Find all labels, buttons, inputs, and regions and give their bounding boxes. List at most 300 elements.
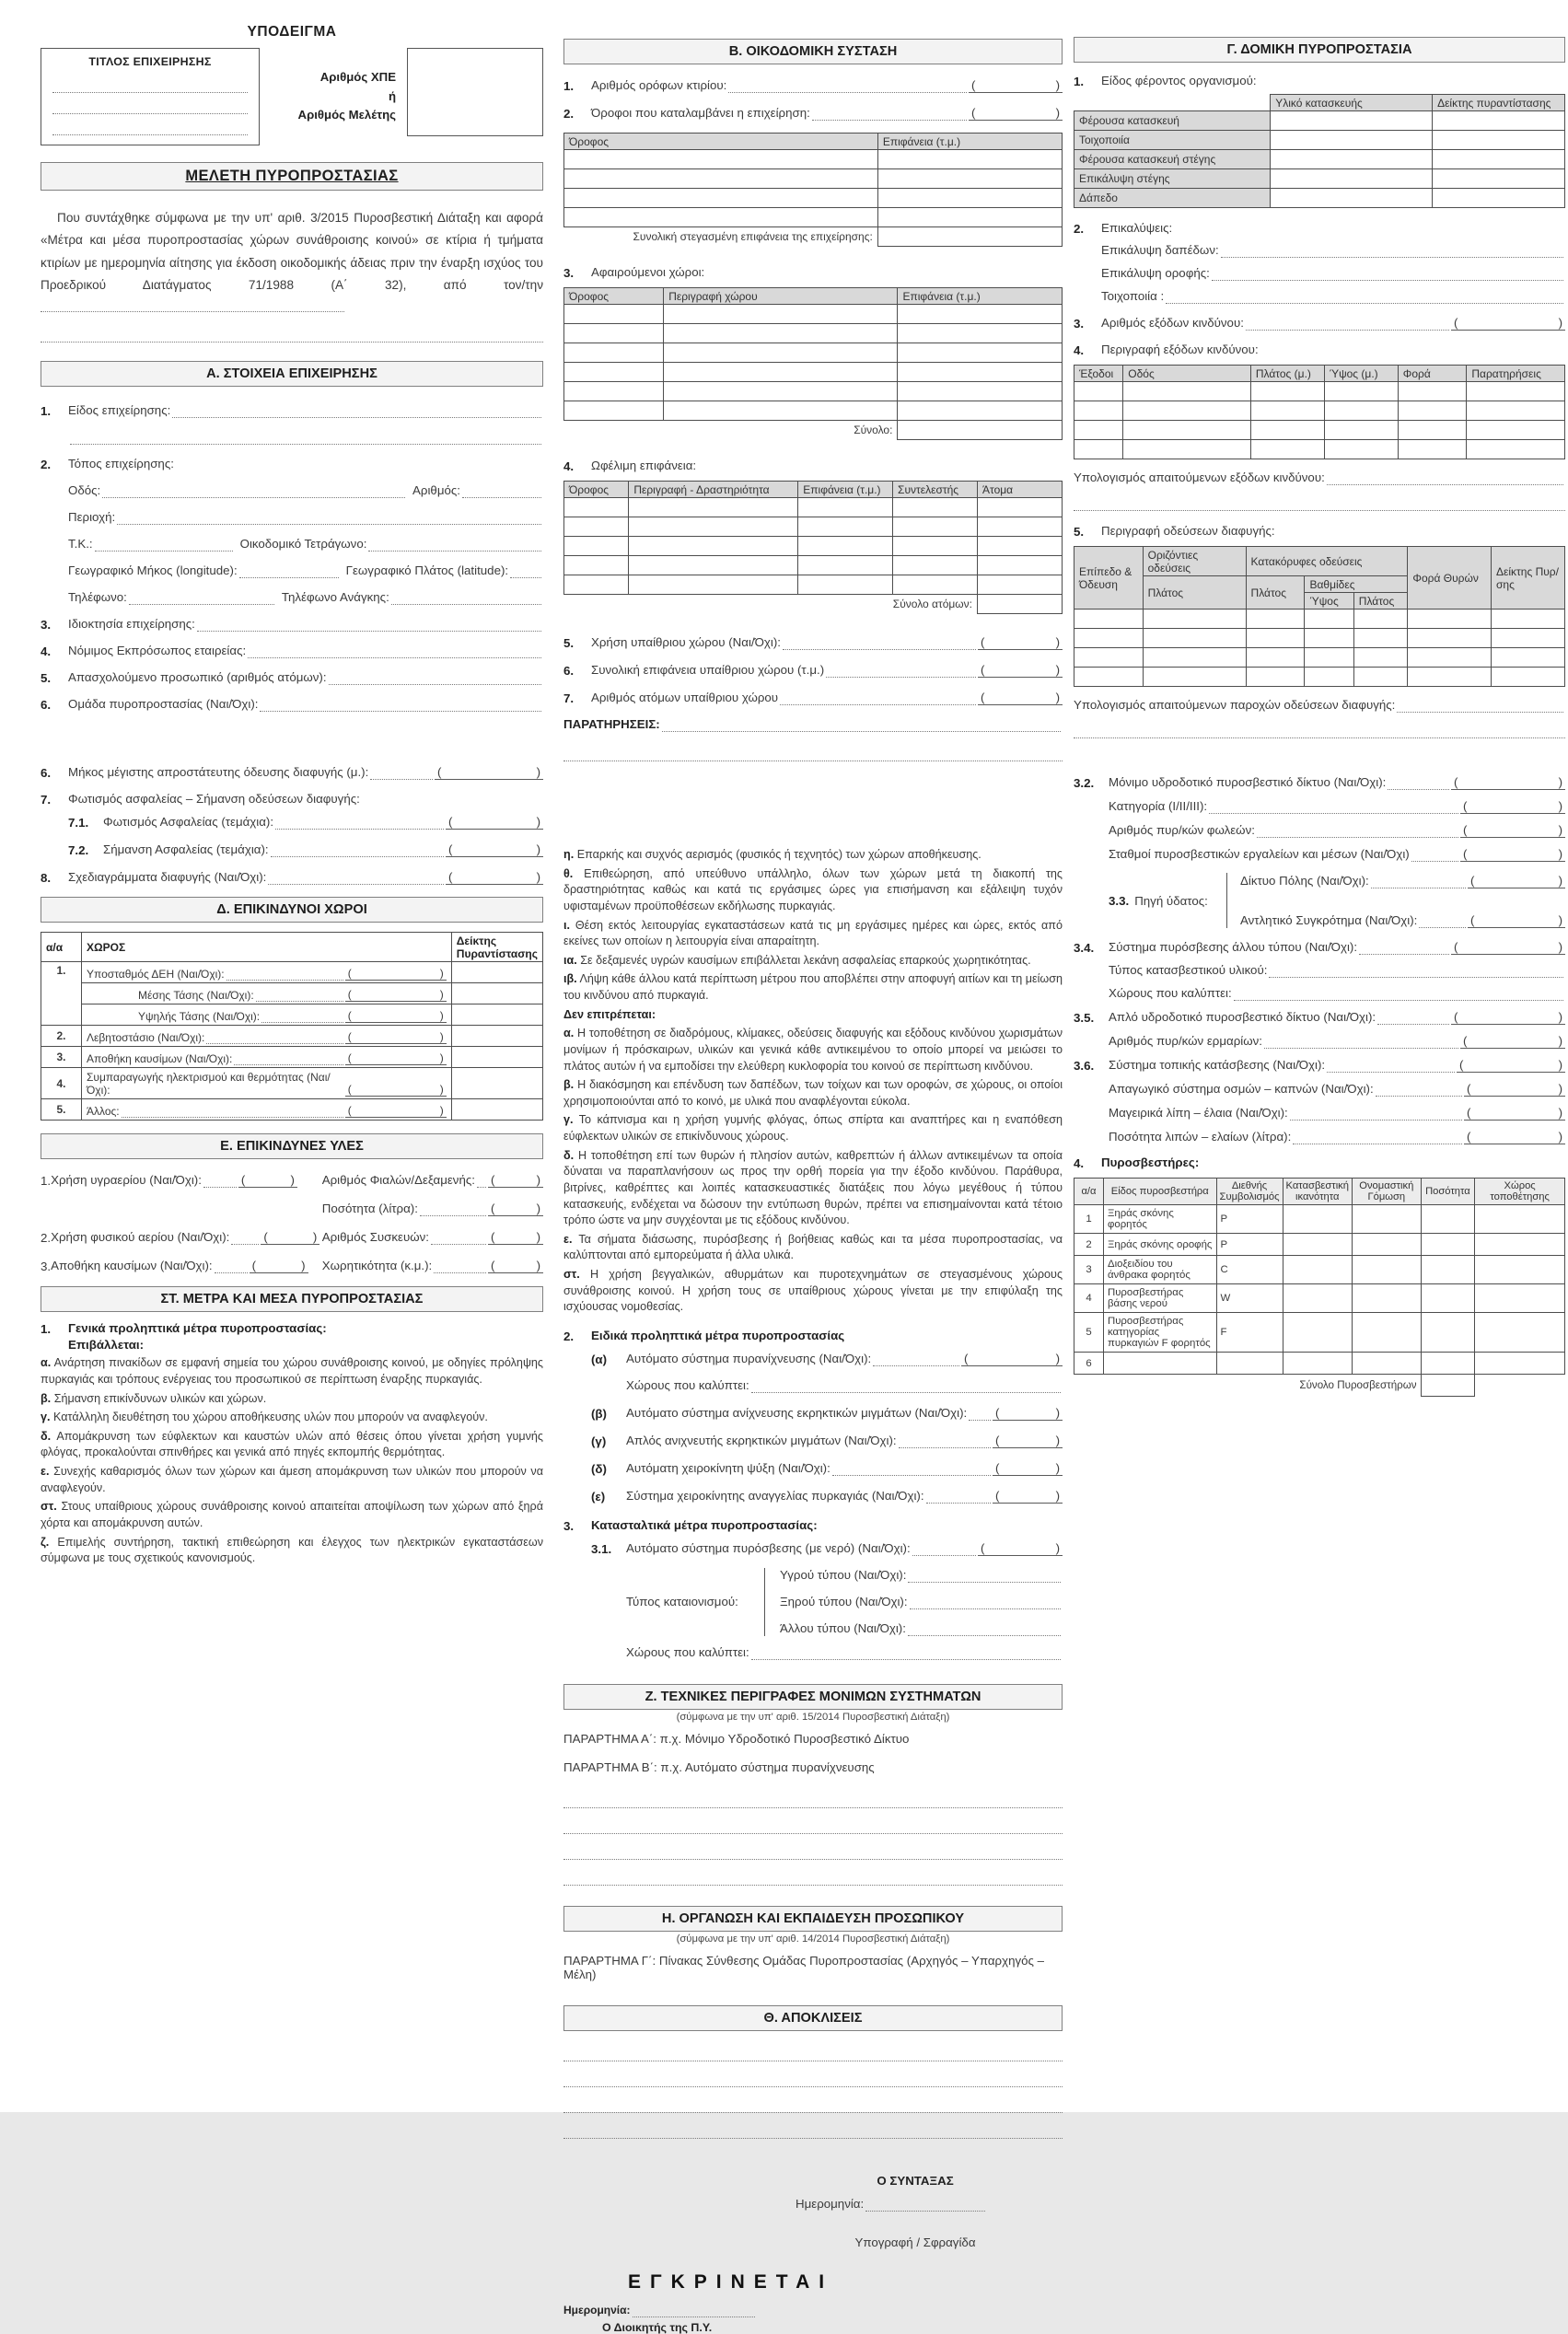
dotted-field[interactable] — [1377, 1010, 1449, 1025]
empty-cell[interactable] — [629, 517, 798, 537]
empty-cell[interactable] — [1353, 1284, 1422, 1313]
empty-cell[interactable] — [1475, 1284, 1565, 1313]
empty-cell[interactable] — [1074, 668, 1144, 687]
empty-cell[interactable] — [978, 498, 1063, 517]
field-auto-sprinkler — [591, 1540, 1063, 1556]
empty-cell[interactable] — [898, 363, 1063, 382]
answer-parens-field[interactable]: ( ) — [1460, 822, 1565, 838]
dotted-field[interactable] — [832, 1461, 991, 1476]
empty-cell[interactable] — [1246, 629, 1305, 648]
dotted-field[interactable] — [1359, 940, 1449, 955]
dotted-field[interactable] — [1290, 1106, 1462, 1121]
dotted-field[interactable] — [728, 78, 967, 93]
dotted-field[interactable] — [226, 966, 343, 981]
empty-cell[interactable] — [1421, 1205, 1475, 1234]
dotted-field[interactable] — [510, 563, 541, 578]
empty-cell[interactable] — [1475, 1234, 1565, 1256]
dotted-field[interactable] — [751, 1378, 1061, 1393]
answer-parens-field[interactable]: ( ) — [1460, 798, 1565, 814]
empty-cell[interactable] — [978, 517, 1063, 537]
dotted-field[interactable] — [1411, 847, 1458, 862]
empty-cell[interactable] — [1123, 440, 1251, 459]
empty-cell[interactable] — [564, 575, 629, 595]
item-number: 7. — [41, 793, 52, 807]
empty-cell[interactable] — [564, 189, 878, 208]
empty-cell[interactable] — [1492, 648, 1565, 668]
dotted-writing-line[interactable] — [1074, 494, 1565, 511]
dotted-field[interactable] — [70, 430, 541, 445]
dotted-writing-line[interactable] — [563, 2044, 1063, 2061]
empty-cell[interactable] — [1353, 1353, 1422, 1375]
empty-cell[interactable] — [1123, 382, 1251, 401]
empty-cell[interactable] — [1324, 421, 1398, 440]
empty-cell[interactable] — [1143, 610, 1246, 629]
empty-cell[interactable] — [893, 517, 978, 537]
empty-cell[interactable] — [564, 537, 629, 556]
intro-text: Που συντάχθηκε σύμφωνα με την υπ' αριθ. 3/2015 Πυροσβεστική Διάταξη και αφορά «Μέτρα και μέσα πυροπροστασίας χώρων συνάθροισης κοινού» σε κτίρια ή τμήματα κτιρίων με ημερομηνία αίτησης για έκδοση οικοδομικής άδειας πριν την έναρξη ισχύος του Προεδρικού Διατάγματος 71/1988 (Α΄ 32), από τον/την — [41, 211, 543, 293]
dotted-field[interactable] — [420, 1202, 486, 1216]
dotted-field[interactable] — [172, 403, 541, 418]
study-number-box[interactable] — [407, 48, 543, 136]
dotted-field[interactable] — [462, 483, 541, 498]
empty-cell[interactable] — [629, 575, 798, 595]
empty-cell[interactable] — [898, 382, 1063, 401]
dotted-field[interactable] — [203, 1173, 237, 1188]
empty-cell[interactable] — [451, 1004, 542, 1026]
dotted-writing-line[interactable] — [563, 2096, 1063, 2113]
dotted-field[interactable] — [1371, 874, 1466, 888]
empty-cell[interactable] — [898, 324, 1063, 343]
dotted-writing-line[interactable] — [563, 1791, 1063, 1808]
empty-cell[interactable] — [1283, 1234, 1352, 1256]
section-c-header: Γ. ΔΟΜΙΚΗ ΠΥΡΟΠΡΟΣΤΑΣΙΑ — [1074, 37, 1565, 63]
dotted-field[interactable] — [261, 1008, 343, 1023]
dotted-writing-line[interactable] — [563, 2121, 1063, 2139]
answer-parens-field[interactable]: ( ) — [488, 1258, 543, 1273]
empty-cell[interactable] — [1421, 1234, 1475, 1256]
answer-parens-field[interactable]: ( ) — [488, 1172, 543, 1188]
empty-cell[interactable] — [1433, 169, 1565, 189]
answer-parens-field[interactable]: ( ) — [969, 105, 1063, 121]
dotted-field[interactable] — [129, 590, 274, 605]
empty-cell[interactable] — [1398, 382, 1467, 401]
empty-cell[interactable] — [898, 343, 1063, 363]
empty-cell[interactable] — [1271, 111, 1433, 131]
empty-cell[interactable] — [1398, 440, 1467, 459]
answer-parens-field[interactable]: ( ) — [993, 1433, 1063, 1448]
answer-parens-field[interactable]: ( ) — [345, 1007, 447, 1023]
empty-cell[interactable] — [798, 537, 893, 556]
empty-cell[interactable] — [1271, 150, 1433, 169]
dotted-writing-line[interactable] — [563, 1817, 1063, 1834]
empty-cell[interactable] — [664, 324, 898, 343]
dotted-field[interactable] — [206, 1029, 343, 1044]
column-header: Πλάτος — [1143, 576, 1246, 610]
dotted-field[interactable] — [95, 537, 233, 552]
empty-cell[interactable] — [1433, 189, 1565, 208]
item-number: 3.1. — [591, 1541, 612, 1556]
dotted-field[interactable] — [908, 1568, 1061, 1583]
dotted-field[interactable] — [910, 1595, 1061, 1609]
empty-cell[interactable] — [1467, 382, 1565, 401]
answer-parens-field[interactable]: ( ) — [250, 1258, 308, 1273]
dotted-field[interactable] — [1234, 986, 1563, 1001]
empty-cell[interactable] — [1408, 629, 1492, 648]
field-label: Ημερομηνία: — [796, 2196, 865, 2211]
dotted-field[interactable] — [1376, 1082, 1462, 1097]
answer-parens-field[interactable]: ( ) — [238, 1172, 297, 1188]
empty-cell[interactable] — [798, 498, 893, 517]
field-label: Λεβητοστάσιο (Ναι/Όχι): — [87, 1030, 205, 1044]
empty-cell[interactable] — [1398, 421, 1467, 440]
dotted-field[interactable] — [780, 691, 976, 705]
empty-cell[interactable] — [893, 537, 978, 556]
empty-cell[interactable] — [898, 401, 1063, 421]
empty-cell[interactable] — [664, 382, 898, 401]
empty-cell[interactable] — [1421, 1375, 1475, 1397]
field-label: Χωρητικότητα (κ.μ.): — [321, 1259, 433, 1273]
empty-cell[interactable] — [1324, 440, 1398, 459]
empty-cell[interactable] — [664, 305, 898, 324]
dotted-field[interactable] — [370, 765, 433, 780]
answer-parens-field[interactable]: ( ) — [488, 1201, 543, 1216]
dotted-writing-line[interactable] — [1074, 721, 1565, 738]
field-label: Υποσταθμός ΔΕΗ (Ναι/Όχι): — [87, 967, 225, 981]
empty-cell[interactable] — [564, 169, 878, 189]
empty-cell[interactable] — [1123, 421, 1251, 440]
empty-cell[interactable] — [893, 556, 978, 575]
dotted-field[interactable] — [912, 1541, 976, 1556]
empty-cell[interactable] — [451, 1068, 542, 1099]
dotted-writing-line[interactable] — [563, 2070, 1063, 2087]
empty-cell[interactable] — [877, 150, 1062, 169]
empty-cell[interactable] — [1353, 1205, 1422, 1234]
empty-cell[interactable] — [1324, 382, 1398, 401]
empty-cell[interactable] — [1353, 629, 1408, 648]
answer-parens-field[interactable]: ( ) — [978, 1540, 1063, 1556]
empty-cell[interactable] — [564, 556, 629, 575]
empty-cell[interactable] — [898, 305, 1063, 324]
dotted-field[interactable] — [368, 537, 541, 552]
dotted-field[interactable] — [271, 842, 444, 857]
empty-cell[interactable] — [1250, 440, 1324, 459]
dotted-field[interactable] — [102, 483, 405, 498]
dotted-field[interactable] — [1269, 963, 1563, 978]
empty-cell[interactable] — [564, 208, 878, 227]
dotted-field[interactable] — [1327, 1058, 1455, 1073]
answer-parens-field[interactable]: ( ) — [993, 1460, 1063, 1476]
dotted-writing-line[interactable] — [563, 1868, 1063, 1886]
dotted-writing-line[interactable] — [52, 114, 248, 135]
empty-cell[interactable] — [877, 169, 1062, 189]
empty-cell[interactable] — [1398, 401, 1467, 421]
answer-parens-field[interactable]: ( ) — [993, 1488, 1063, 1504]
empty-cell[interactable] — [978, 595, 1063, 614]
dotted-field[interactable] — [1166, 289, 1563, 304]
empty-cell[interactable] — [664, 343, 898, 363]
empty-cell[interactable] — [1421, 1353, 1475, 1375]
empty-cell[interactable] — [451, 962, 542, 983]
empty-cell[interactable] — [893, 498, 978, 517]
dotted-field[interactable] — [783, 635, 976, 650]
empty-cell[interactable] — [1353, 668, 1408, 687]
dotted-field[interactable] — [633, 2303, 755, 2317]
dotted-field[interactable] — [899, 1434, 991, 1448]
answer-parens-field[interactable]: ( ) — [261, 1229, 319, 1245]
empty-cell[interactable] — [1353, 1234, 1422, 1256]
answer-parens-field[interactable]: ( ) — [345, 1081, 447, 1097]
empty-cell[interactable] — [1475, 1205, 1565, 1234]
empty-cell[interactable] — [1074, 382, 1123, 401]
empty-cell[interactable] — [564, 382, 664, 401]
structural-materials-table — [1074, 94, 1565, 208]
dotted-field[interactable] — [268, 870, 444, 885]
empty-cell[interactable] — [1467, 421, 1565, 440]
empty-cell[interactable] — [564, 324, 664, 343]
dotted-field[interactable] — [239, 563, 339, 578]
dotted-field[interactable] — [41, 301, 344, 312]
answer-parens-field[interactable]: ( ) — [345, 1102, 447, 1118]
empty-cell[interactable] — [451, 1099, 542, 1121]
empty-cell[interactable] — [1250, 382, 1324, 401]
empty-cell[interactable] — [798, 517, 893, 537]
empty-cell[interactable] — [1408, 648, 1492, 668]
empty-cell[interactable] — [1283, 1256, 1352, 1284]
empty-cell[interactable] — [1283, 1205, 1352, 1234]
empty-cell[interactable] — [1074, 648, 1144, 668]
answer-parens-field[interactable]: ( ) — [978, 634, 1063, 650]
empty-cell[interactable] — [1475, 1256, 1565, 1284]
answer-parens-field[interactable]: ( ) — [446, 869, 543, 885]
field-business-location — [41, 457, 543, 471]
empty-cell[interactable] — [1283, 1353, 1352, 1375]
answer-parens-field[interactable]: ( ) — [1451, 1009, 1565, 1025]
empty-cell[interactable] — [1475, 1353, 1565, 1375]
dotted-field[interactable] — [969, 1406, 991, 1421]
empty-cell[interactable] — [1074, 629, 1144, 648]
row-number: 1 — [1074, 1205, 1104, 1234]
empty-cell[interactable] — [1353, 1313, 1422, 1353]
empty-cell[interactable] — [798, 556, 893, 575]
dotted-writing-line[interactable] — [563, 744, 1063, 761]
empty-cell[interactable] — [1421, 1256, 1475, 1284]
answer-parens-field[interactable]: ( ) — [345, 1028, 447, 1044]
dotted-field[interactable] — [434, 1259, 486, 1273]
answer-parens-field[interactable]: ( ) — [1451, 315, 1565, 331]
dotted-writing-line[interactable] — [52, 72, 248, 93]
answer-parens-field[interactable]: ( ) — [1451, 774, 1565, 790]
empty-cell[interactable] — [1408, 610, 1492, 629]
empty-cell[interactable] — [1271, 169, 1433, 189]
empty-cell[interactable] — [564, 498, 629, 517]
empty-cell[interactable] — [1421, 1284, 1475, 1313]
dotted-field[interactable] — [873, 1352, 959, 1366]
answer-parens-field[interactable]: ( ) — [1468, 873, 1565, 888]
empty-cell[interactable] — [877, 208, 1062, 227]
answer-parens-field[interactable]: ( ) — [345, 1050, 447, 1065]
dotted-field[interactable] — [865, 2197, 985, 2212]
answer-parens-field[interactable]: ( ) — [345, 986, 447, 1002]
dotted-field[interactable] — [1246, 316, 1449, 331]
empty-cell[interactable] — [1467, 401, 1565, 421]
empty-cell[interactable] — [1074, 401, 1123, 421]
empty-cell[interactable] — [1271, 131, 1433, 150]
empty-cell[interactable] — [564, 343, 664, 363]
dotted-field[interactable] — [329, 670, 541, 685]
answer-parens-field[interactable]: ( ) — [978, 662, 1063, 678]
empty-cell[interactable] — [1143, 629, 1246, 648]
dotted-field[interactable] — [260, 697, 541, 712]
field-label: Οδός: — [68, 483, 101, 498]
answer-parens-field[interactable]: ( ) — [1451, 939, 1565, 955]
empty-cell[interactable] — [1433, 131, 1565, 150]
field-escape-diagrams — [41, 869, 543, 885]
empty-cell[interactable] — [664, 401, 898, 421]
empty-cell[interactable] — [664, 363, 898, 382]
empty-cell[interactable] — [451, 1047, 542, 1068]
dotted-field[interactable] — [662, 717, 1061, 732]
empty-cell[interactable] — [1246, 648, 1305, 668]
empty-cell[interactable] — [1421, 1313, 1475, 1353]
dotted-field[interactable] — [431, 1230, 486, 1245]
empty-cell[interactable] — [1305, 610, 1353, 629]
empty-cell[interactable] — [1353, 610, 1408, 629]
measure-item: δ. Απομάκρυνση των εύφλεκτων και καυστών υλών από θέσεις όπου γίνεται χρήση γυμνής φλόγας, προκαλούνται σπινθήρες και γενικά από πηγές εκπομπής θερμότητας. — [41, 1429, 543, 1459]
empty-cell[interactable] — [1353, 648, 1408, 668]
empty-cell[interactable] — [1143, 668, 1246, 687]
empty-cell[interactable] — [1074, 440, 1123, 459]
empty-cell[interactable] — [564, 517, 629, 537]
dotted-field[interactable] — [248, 644, 541, 658]
empty-cell[interactable] — [1433, 111, 1565, 131]
empty-cell[interactable] — [1305, 629, 1353, 648]
dotted-field[interactable] — [812, 106, 967, 121]
dotted-field[interactable] — [1397, 698, 1563, 713]
dotted-field[interactable] — [826, 663, 976, 678]
empty-cell[interactable] — [1353, 1256, 1422, 1284]
escape-routes-heading — [1074, 524, 1565, 539]
empty-cell[interactable] — [564, 305, 664, 324]
empty-cell[interactable] — [1283, 1284, 1352, 1313]
answer-parens-field[interactable]: ( ) — [1464, 1081, 1565, 1097]
empty-cell[interactable] — [1250, 421, 1324, 440]
empty-cell[interactable] — [898, 421, 1063, 440]
empty-cell[interactable] — [893, 575, 978, 595]
empty-cell[interactable] — [629, 556, 798, 575]
dotted-writing-line[interactable] — [563, 1842, 1063, 1860]
dotted-field[interactable] — [1293, 1130, 1462, 1144]
empty-cell[interactable] — [1283, 1313, 1352, 1353]
dotted-field[interactable] — [122, 1103, 343, 1118]
dotted-field[interactable] — [234, 1051, 343, 1065]
dotted-field[interactable] — [926, 1489, 991, 1504]
answer-parens-field[interactable]: ( ) — [1460, 1033, 1565, 1049]
answer-parens-field[interactable]: ( ) — [1460, 846, 1565, 862]
empty-cell[interactable] — [1324, 401, 1398, 421]
empty-cell[interactable] — [877, 227, 1062, 247]
empty-cell[interactable] — [1433, 150, 1565, 169]
empty-cell[interactable] — [798, 575, 893, 595]
empty-cell[interactable] — [978, 537, 1063, 556]
answer-parens-field[interactable]: ( ) — [446, 842, 543, 857]
empty-cell[interactable] — [1492, 668, 1565, 687]
empty-cell[interactable] — [451, 983, 542, 1004]
answer-parens-field[interactable]: ( ) — [488, 1229, 543, 1245]
dotted-field[interactable] — [1327, 470, 1563, 485]
empty-cell[interactable] — [1408, 668, 1492, 687]
dotted-writing-line[interactable] — [41, 325, 543, 343]
dotted-field[interactable] — [231, 1230, 259, 1245]
answer-parens-field[interactable]: ( ) — [446, 814, 543, 830]
answer-parens-field[interactable]: ( ) — [969, 77, 1063, 93]
empty-cell[interactable] — [629, 498, 798, 517]
dotted-field[interactable] — [1257, 823, 1458, 838]
answer-parens-field[interactable]: ( ) — [1464, 1129, 1565, 1144]
dotted-field[interactable] — [1209, 799, 1458, 814]
answer-parens-field[interactable]: ( ) — [435, 764, 543, 780]
dotted-field[interactable] — [477, 1173, 486, 1188]
dotted-field[interactable] — [1388, 775, 1449, 790]
answer-parens-field[interactable]: ( ) — [1464, 1105, 1565, 1121]
dotted-field[interactable] — [908, 1621, 1061, 1636]
dotted-field[interactable] — [1264, 1034, 1458, 1049]
empty-cell[interactable] — [1475, 1313, 1565, 1353]
dotted-field[interactable] — [1212, 266, 1563, 281]
empty-cell[interactable] — [1074, 421, 1123, 440]
answer-parens-field[interactable]: ( ) — [345, 965, 447, 981]
empty-cell[interactable] — [978, 556, 1063, 575]
row-label: Φέρουσα κατασκευή στέγης — [1074, 150, 1271, 169]
empty-cell[interactable] — [564, 401, 664, 421]
dotted-field[interactable] — [1221, 243, 1563, 258]
empty-cell[interactable] — [564, 150, 878, 169]
empty-cell[interactable] — [1305, 668, 1353, 687]
empty-cell[interactable] — [1492, 610, 1565, 629]
dotted-field[interactable] — [751, 1645, 1061, 1660]
empty-cell[interactable] — [1305, 648, 1353, 668]
empty-cell[interactable] — [877, 189, 1062, 208]
empty-cell[interactable] — [1492, 629, 1565, 648]
empty-cell[interactable] — [1467, 440, 1565, 459]
dotted-field[interactable] — [117, 510, 541, 525]
dotted-field[interactable] — [391, 590, 541, 605]
empty-cell[interactable] — [1143, 648, 1246, 668]
answer-parens-field[interactable]: ( ) — [1457, 1057, 1565, 1073]
field-label: ΠΑΡΑΤΗΡΗΣΕΙΣ: — [563, 717, 660, 731]
empty-cell[interactable] — [1246, 668, 1305, 687]
answer-parens-field[interactable]: ( ) — [993, 1405, 1063, 1421]
answer-parens-field[interactable]: ( ) — [1468, 912, 1565, 928]
dotted-field[interactable] — [256, 987, 343, 1002]
answer-parens-field[interactable]: ( ) — [961, 1351, 1063, 1366]
dotted-field[interactable] — [215, 1259, 248, 1273]
empty-cell[interactable] — [1246, 610, 1305, 629]
empty-cell[interactable] — [629, 537, 798, 556]
empty-cell[interactable] — [564, 363, 664, 382]
empty-cell[interactable] — [451, 1026, 542, 1047]
dotted-field[interactable] — [197, 617, 541, 632]
dotted-field[interactable] — [275, 815, 444, 830]
empty-cell[interactable] — [1074, 610, 1144, 629]
dotted-field[interactable] — [1419, 913, 1466, 928]
dotted-writing-line[interactable] — [52, 93, 248, 114]
table-row — [564, 401, 1063, 421]
empty-cell[interactable] — [1250, 401, 1324, 421]
empty-cell[interactable] — [978, 575, 1063, 595]
empty-cell[interactable] — [1123, 401, 1251, 421]
answer-parens-field[interactable]: ( ) — [978, 690, 1063, 705]
empty-cell[interactable] — [1271, 189, 1433, 208]
